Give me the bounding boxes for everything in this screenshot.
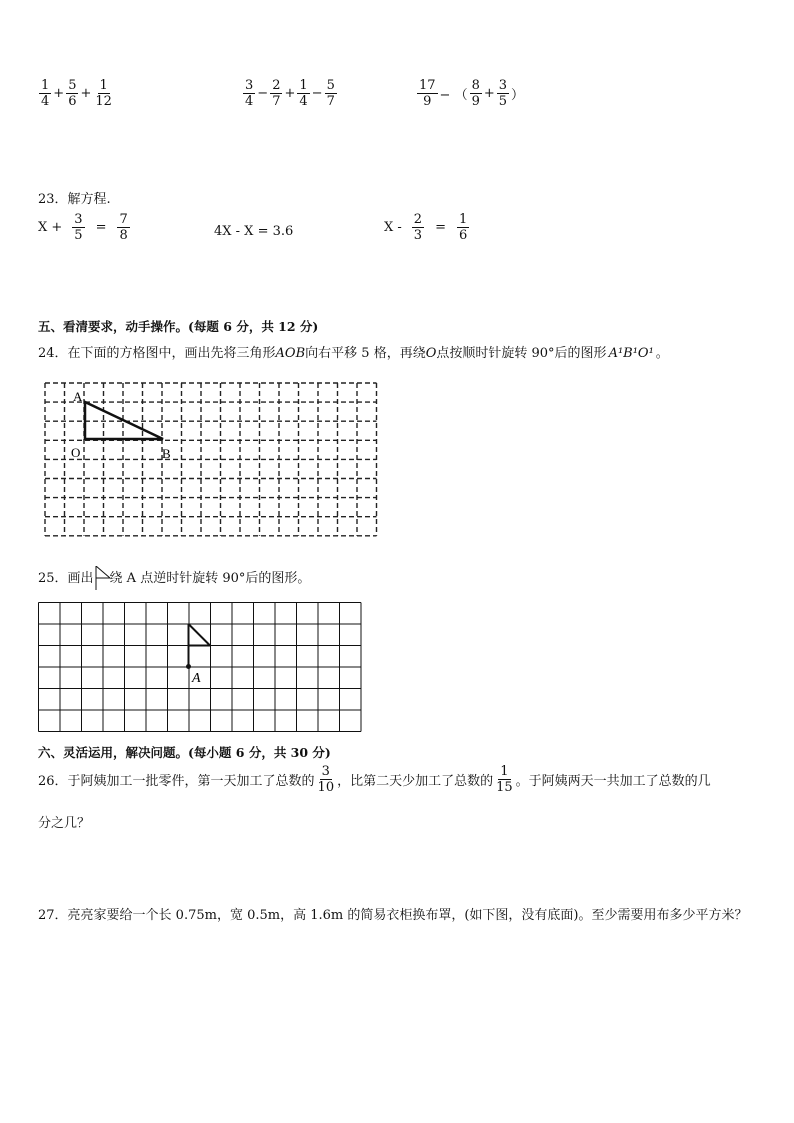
- operator: +: [284, 86, 296, 101]
- equation-1-fraction-2: $\frac{7}{8}$: [119, 212, 128, 243]
- section-6-heading: 六、灵活运用，解决问题。(每小题 6 分，共 30 分): [38, 745, 331, 760]
- question-24-text: 24．在下面的方格图中，画出先将三角形AOB向右平移 5 格，再绕O点按顺时针旋转 90°后的图形 A¹B¹O¹ 。: [38, 346, 669, 361]
- equation-3-fraction-1: $\frac{2}{3}$: [413, 212, 423, 243]
- fraction: $\frac{2}{7}$: [272, 78, 281, 109]
- calc-expression-2: [242, 78, 338, 109]
- operator: +: [53, 86, 65, 101]
- question-27-text: 27．亮亮家要给一个长 0.75m，宽 0.5m，高 1.6m 的简易衣柜换布罩，(如下图，没有底面)。至少需要用布多少平方米？: [38, 908, 748, 923]
- dashed-grid-figure: [38, 376, 383, 542]
- operator: −: [257, 86, 269, 101]
- label-b: B: [162, 446, 171, 461]
- equation-1-equals: =: [95, 220, 107, 235]
- fraction-1-15: $\frac{1}{15}$: [496, 764, 513, 795]
- flag-figure: [186, 624, 210, 669]
- operator: −: [311, 86, 323, 101]
- equation-1: [38, 212, 131, 243]
- square-grid-lines: [39, 603, 362, 732]
- calc-expression-3: [416, 78, 525, 109]
- fraction: $\frac{5}{7}$: [326, 78, 335, 109]
- equation-2: 4X - X = 3.6: [214, 224, 294, 239]
- equation-3-equals: =: [435, 220, 446, 235]
- question-26-text-continued: 分之几？: [38, 816, 91, 831]
- point-a: [186, 664, 191, 669]
- label-a: A: [73, 389, 83, 404]
- question-23-title: 23．解方程.: [38, 192, 111, 207]
- operator: − （: [439, 88, 468, 103]
- fraction: $\frac{1}{12}$: [95, 78, 112, 109]
- label-o: O: [71, 445, 81, 460]
- operator: +: [483, 86, 495, 101]
- equation-1-fraction-1: $\frac{3}{5}$: [74, 212, 83, 243]
- fraction: $\frac{8}{9}$: [471, 78, 480, 109]
- fraction: $\frac{17}{9}$: [419, 78, 436, 109]
- fraction: $\frac{5}{6}$: [68, 78, 77, 109]
- fraction-3-10: $\frac{3}{10}$: [317, 764, 335, 795]
- fraction: $\frac{1}{4}$: [41, 78, 50, 109]
- question-26-text: 26．于阿姨加工一批零件，第一天加工了总数的 $\frac{3}{10}$ ，比第二天少加工了总数的 $\frac{1}{15}$ 。于阿姨两天一共加工了总数的几: [38, 764, 711, 795]
- label-a: A: [192, 671, 201, 686]
- operator: ）: [511, 88, 525, 103]
- fraction: $\frac{1}{4}$: [299, 78, 308, 109]
- equation-3: [384, 212, 470, 243]
- equation-3-fraction-2: $\frac{1}{6}$: [458, 212, 468, 243]
- equation-3-lhs: X -: [384, 220, 402, 235]
- calc-expression-1: [38, 78, 115, 109]
- equation-1-lhs: X +: [38, 220, 63, 235]
- fraction: $\frac{3}{4}$: [245, 78, 254, 109]
- operator: +: [80, 86, 92, 101]
- question-25-text: 25．画出 绕 A 点逆时针旋转 90°后的图形。: [38, 566, 310, 590]
- fraction: $\frac{3}{5}$: [498, 78, 508, 109]
- square-grid-figure: [38, 602, 362, 734]
- section-5-heading: 五、看清要求，动手操作。(每题 6 分，共 12 分): [38, 319, 319, 334]
